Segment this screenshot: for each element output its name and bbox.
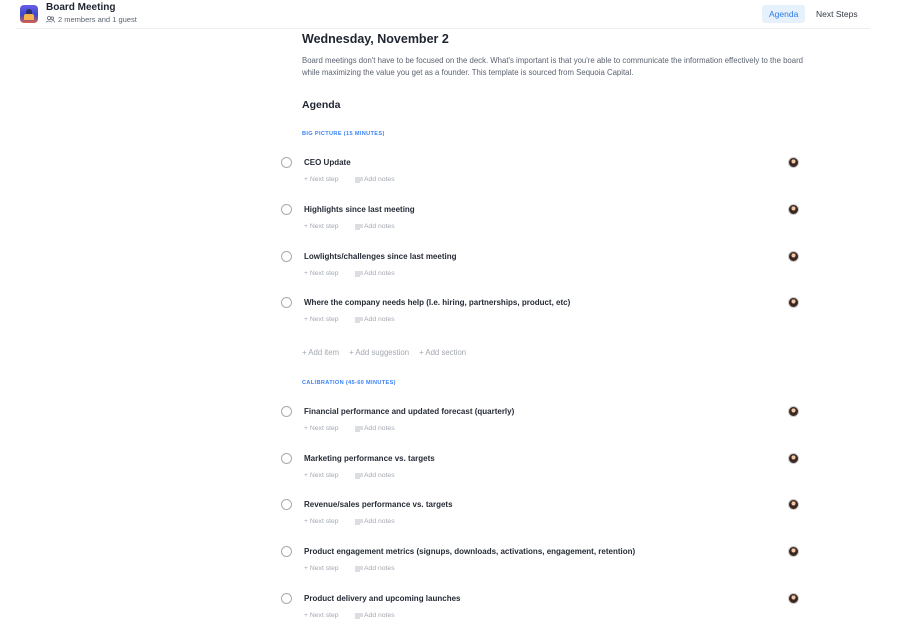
members-info[interactable] — [46, 15, 137, 24]
add-notes-label: Add notes — [364, 176, 395, 183]
notes-icon — [355, 519, 363, 525]
add-notes-button[interactable] — [355, 612, 395, 619]
agenda-item — [280, 157, 800, 197]
item-title[interactable]: Product engagement metrics (signups, downloads, activations, engagement, retention) — [304, 547, 636, 556]
add-notes-button[interactable] — [355, 316, 395, 323]
item-status-circle[interactable] — [281, 297, 292, 308]
item-status-circle[interactable] — [281, 546, 292, 557]
meeting-title[interactable]: Board Meeting — [46, 2, 116, 13]
agenda-item — [280, 453, 800, 493]
section-label-calibration[interactable]: CALIBRATION (45-60 MINUTES) — [302, 380, 396, 386]
avatar[interactable] — [788, 453, 799, 464]
top-bar — [16, 0, 870, 29]
item-status-circle[interactable] — [281, 157, 292, 168]
notes-icon — [355, 473, 363, 479]
section-add-controls — [302, 348, 476, 357]
agenda-item — [280, 406, 800, 446]
add-notes-button[interactable] — [355, 223, 395, 230]
people-icon — [46, 16, 55, 23]
item-status-circle[interactable] — [281, 204, 292, 215]
item-title[interactable]: Highlights since last meeting — [304, 205, 415, 214]
agenda-item — [280, 204, 800, 244]
add-notes-label: Add notes — [364, 223, 395, 230]
add-suggestion-button[interactable]: + Add suggestion — [349, 348, 410, 357]
agenda-item — [280, 593, 800, 630]
item-title[interactable]: CEO Update — [304, 158, 351, 167]
add-next-step-button[interactable]: + Next step — [304, 425, 339, 432]
item-title[interactable]: Where the company needs help (I.e. hiring, partnerships, product, etc) — [304, 298, 571, 307]
add-item-button[interactable]: + Add item — [302, 348, 340, 357]
agenda-heading: Agenda — [302, 99, 341, 111]
add-notes-label: Add notes — [364, 316, 395, 323]
page-description[interactable]: Board meetings don't have to be focused on the deck. What's important is that you're able to communicate the information effectively to the board while maximizing the value you get as a founder. This template is sourced from Sequoia Capital. — [302, 56, 804, 77]
tab-next-steps[interactable]: Next Steps — [816, 9, 858, 19]
item-status-circle[interactable] — [281, 251, 292, 262]
notes-icon — [355, 613, 363, 619]
avatar[interactable] — [788, 499, 799, 510]
agenda-item — [280, 297, 800, 337]
avatar[interactable] — [788, 297, 799, 308]
section-label-big-picture[interactable]: BIG PICTURE (15 MINUTES) — [302, 131, 385, 137]
agenda-item — [280, 499, 800, 539]
add-notes-button[interactable] — [355, 270, 395, 277]
item-status-circle[interactable] — [281, 406, 292, 417]
app-logo-icon[interactable] — [20, 5, 38, 23]
add-notes-label: Add notes — [364, 270, 395, 277]
add-next-step-button[interactable]: + Next step — [304, 565, 339, 572]
add-next-step-button[interactable]: + Next step — [304, 612, 339, 619]
notes-icon — [355, 271, 363, 277]
members-label: 2 members and 1 guest — [58, 15, 137, 24]
add-notes-label: Add notes — [364, 565, 395, 572]
page-title[interactable]: Wednesday, November 2 — [302, 32, 449, 46]
add-notes-label: Add notes — [364, 472, 395, 479]
add-notes-button[interactable] — [355, 472, 395, 479]
add-notes-button[interactable] — [355, 565, 395, 572]
avatar[interactable] — [788, 546, 799, 557]
add-section-button[interactable]: + Add section — [419, 348, 467, 357]
avatar[interactable] — [788, 593, 799, 604]
item-status-circle[interactable] — [281, 499, 292, 510]
add-next-step-button[interactable]: + Next step — [304, 176, 339, 183]
tab-agenda[interactable]: Agenda — [762, 5, 805, 23]
item-title[interactable]: Financial performance and updated forecast (quarterly) — [304, 407, 515, 416]
add-notes-button[interactable] — [355, 176, 395, 183]
item-title[interactable]: Product delivery and upcoming launches — [304, 594, 461, 603]
avatar[interactable] — [788, 157, 799, 168]
agenda-item — [280, 251, 800, 291]
add-next-step-button[interactable]: + Next step — [304, 472, 339, 479]
notes-icon — [355, 426, 363, 432]
item-title[interactable]: Lowlights/challenges since last meeting — [304, 252, 457, 261]
item-status-circle[interactable] — [281, 453, 292, 464]
notes-icon — [355, 317, 363, 323]
add-next-step-button[interactable]: + Next step — [304, 223, 339, 230]
item-title[interactable]: Revenue/sales performance vs. targets — [304, 500, 453, 509]
add-notes-label: Add notes — [364, 518, 395, 525]
add-notes-label: Add notes — [364, 612, 395, 619]
notes-icon — [355, 224, 363, 230]
notes-icon — [355, 566, 363, 572]
add-notes-button[interactable] — [355, 518, 395, 525]
add-next-step-button[interactable]: + Next step — [304, 518, 339, 525]
item-status-circle[interactable] — [281, 593, 292, 604]
add-notes-button[interactable] — [355, 425, 395, 432]
avatar[interactable] — [788, 204, 799, 215]
avatar[interactable] — [788, 406, 799, 417]
item-title[interactable]: Marketing performance vs. targets — [304, 454, 435, 463]
add-next-step-button[interactable]: + Next step — [304, 270, 339, 277]
add-notes-label: Add notes — [364, 425, 395, 432]
notes-icon — [355, 177, 363, 183]
avatar[interactable] — [788, 251, 799, 262]
add-next-step-button[interactable]: + Next step — [304, 316, 339, 323]
agenda-item — [280, 546, 800, 586]
